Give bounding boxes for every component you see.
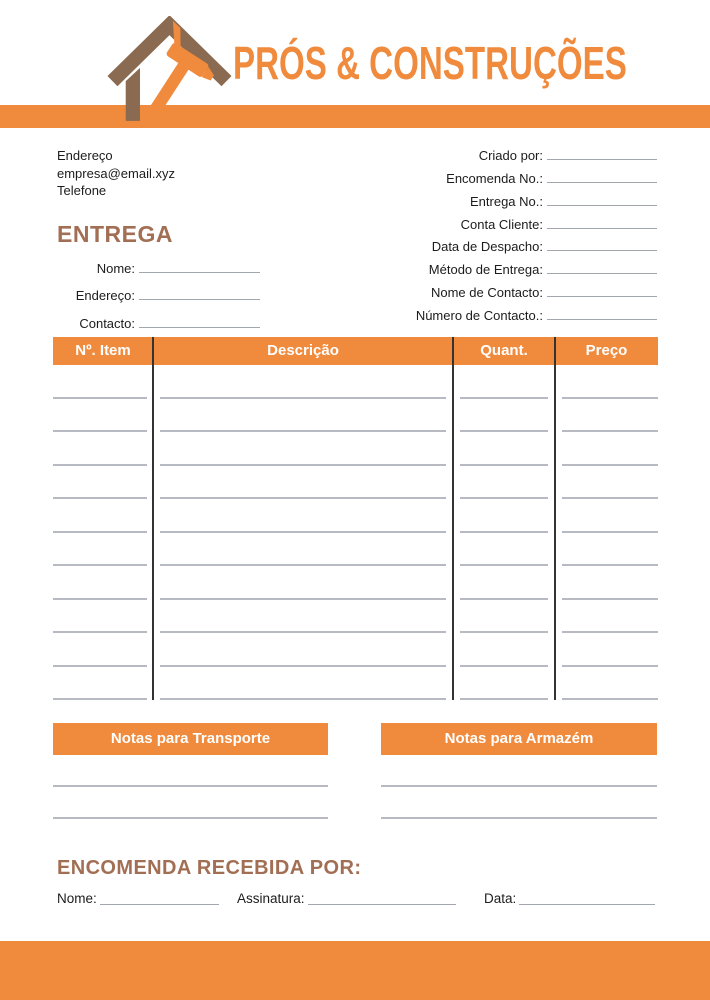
company-name: PRÓS & CONSTRUÇÕES xyxy=(233,37,627,89)
cell-preco xyxy=(555,499,658,533)
signature-row xyxy=(57,888,657,906)
field-label: Data de Despacho: xyxy=(431,239,543,255)
field-received-data xyxy=(484,888,655,906)
cell-preco xyxy=(555,399,658,433)
table-row xyxy=(53,499,658,533)
cell-fill-line xyxy=(562,698,658,700)
cell-descricao xyxy=(153,466,453,500)
table-row xyxy=(53,600,658,634)
cell-item-no xyxy=(53,600,153,634)
company-contact-block xyxy=(57,147,175,200)
table-row xyxy=(53,365,658,399)
table-row xyxy=(53,432,658,466)
field-fill-line xyxy=(547,239,657,251)
cell-descricao xyxy=(153,432,453,466)
field-label: Endereço: xyxy=(75,288,135,303)
cell-descricao xyxy=(153,499,453,533)
cell-quant xyxy=(453,432,555,466)
cell-descricao xyxy=(153,600,453,634)
field-received-nome xyxy=(57,888,219,906)
column-separator xyxy=(452,337,454,700)
cell-fill-line xyxy=(460,698,548,700)
cell-preco xyxy=(555,667,658,701)
table-row xyxy=(53,667,658,701)
notes-warehouse-section xyxy=(381,723,657,819)
cell-preco xyxy=(555,566,658,600)
cell-preco xyxy=(555,432,658,466)
field-label: Número de Contacto.: xyxy=(415,308,543,324)
cell-descricao xyxy=(153,533,453,567)
entrega-fields-block xyxy=(57,248,260,331)
field-fill-line xyxy=(308,893,456,905)
field-encomenda-no xyxy=(389,163,657,186)
cell-item-no xyxy=(53,533,153,567)
field-label: Encomenda No.: xyxy=(446,170,543,186)
field-fill-line xyxy=(139,316,260,328)
cell-descricao xyxy=(153,365,453,399)
footer-accent-bar xyxy=(0,941,710,1000)
table-row xyxy=(53,633,658,667)
field-fill-line xyxy=(547,285,657,297)
cell-fill-line xyxy=(53,698,147,700)
cell-descricao xyxy=(153,566,453,600)
cell-item-no xyxy=(53,365,153,399)
field-received-assinatura xyxy=(237,888,456,906)
field-label: Entrega No.: xyxy=(470,193,543,209)
cell-preco xyxy=(555,466,658,500)
table-header-row xyxy=(53,337,658,365)
cell-item-no xyxy=(53,633,153,667)
field-fill-line xyxy=(547,194,657,206)
field-entrega-nome xyxy=(57,248,260,276)
field-fill-line xyxy=(547,262,657,274)
field-label: Assinatura: xyxy=(237,891,305,906)
order-fields-block xyxy=(389,140,657,323)
field-fill-line xyxy=(100,893,219,905)
cell-item-no xyxy=(53,466,153,500)
field-conta-cliente xyxy=(389,209,657,232)
cell-quant xyxy=(453,600,555,634)
field-entrega-no xyxy=(389,186,657,209)
field-nome-contacto xyxy=(389,277,657,300)
field-label: Contacto: xyxy=(79,315,135,331)
field-fill-line xyxy=(519,893,655,905)
entrega-section-title: ENTREGA xyxy=(57,221,173,247)
notes-fill-line xyxy=(381,787,657,819)
field-label: Nome: xyxy=(96,260,135,276)
received-by-title: ENCOMENDA RECEBIDA POR: xyxy=(57,857,362,879)
cell-item-no xyxy=(53,432,153,466)
notes-warehouse-title: Notas para Armazém xyxy=(381,723,657,755)
table-row xyxy=(53,566,658,600)
field-entrega-endereco xyxy=(57,276,260,304)
column-separator xyxy=(152,337,154,700)
cell-preco xyxy=(555,533,658,567)
cell-preco xyxy=(555,600,658,634)
house-hammer-logo-icon xyxy=(106,16,234,130)
cell-preco xyxy=(555,365,658,399)
field-fill-line xyxy=(547,148,657,160)
cell-quant xyxy=(453,667,555,701)
field-criado-por xyxy=(389,140,657,163)
field-label: Nome: xyxy=(57,891,97,906)
cell-descricao xyxy=(153,667,453,701)
cell-quant xyxy=(453,365,555,399)
notes-fill-line xyxy=(53,787,328,819)
table-row xyxy=(53,533,658,567)
field-entrega-contacto xyxy=(57,303,260,331)
table-row xyxy=(53,466,658,500)
cell-item-no xyxy=(53,667,153,701)
cell-quant xyxy=(453,466,555,500)
cell-item-no xyxy=(53,566,153,600)
field-label: Data: xyxy=(484,891,517,906)
field-label: Nome de Contacto: xyxy=(430,285,543,301)
field-fill-line xyxy=(139,261,260,273)
company-email: empresa@email.xyz xyxy=(57,165,175,181)
cell-fill-line xyxy=(160,698,446,700)
field-fill-line xyxy=(139,288,260,300)
table-body xyxy=(53,365,658,700)
company-phone: Telefone xyxy=(57,183,107,198)
column-header-item-no: Nº. Item xyxy=(75,342,131,359)
notes-fill-line xyxy=(381,755,657,787)
column-separator xyxy=(554,337,556,700)
field-label: Criado por: xyxy=(478,147,543,163)
field-fill-line xyxy=(547,217,657,229)
cell-quant xyxy=(453,499,555,533)
column-header-quant: Quant. xyxy=(480,342,528,359)
notes-transport-section xyxy=(53,723,328,819)
table-row xyxy=(53,399,658,433)
field-data-despacho xyxy=(389,232,657,255)
field-numero-contacto xyxy=(389,300,657,323)
column-header-preco: Preço xyxy=(585,342,628,359)
field-fill-line xyxy=(547,171,657,183)
cell-quant xyxy=(453,566,555,600)
cell-quant xyxy=(453,533,555,567)
company-address: Endereço xyxy=(57,148,113,163)
cell-quant xyxy=(453,399,555,433)
field-label: Conta Cliente: xyxy=(460,216,543,232)
field-label: Método de Entrega: xyxy=(428,262,543,278)
cell-quant xyxy=(453,633,555,667)
field-fill-line xyxy=(547,308,657,320)
items-table xyxy=(53,337,658,700)
column-header-descricao: Descrição xyxy=(267,342,339,359)
cell-item-no xyxy=(53,499,153,533)
notes-transport-title: Notas para Transporte xyxy=(53,723,328,755)
cell-item-no xyxy=(53,399,153,433)
notes-fill-line xyxy=(53,755,328,787)
cell-preco xyxy=(555,633,658,667)
field-metodo-entrega xyxy=(389,254,657,277)
cell-descricao xyxy=(153,399,453,433)
cell-descricao xyxy=(153,633,453,667)
